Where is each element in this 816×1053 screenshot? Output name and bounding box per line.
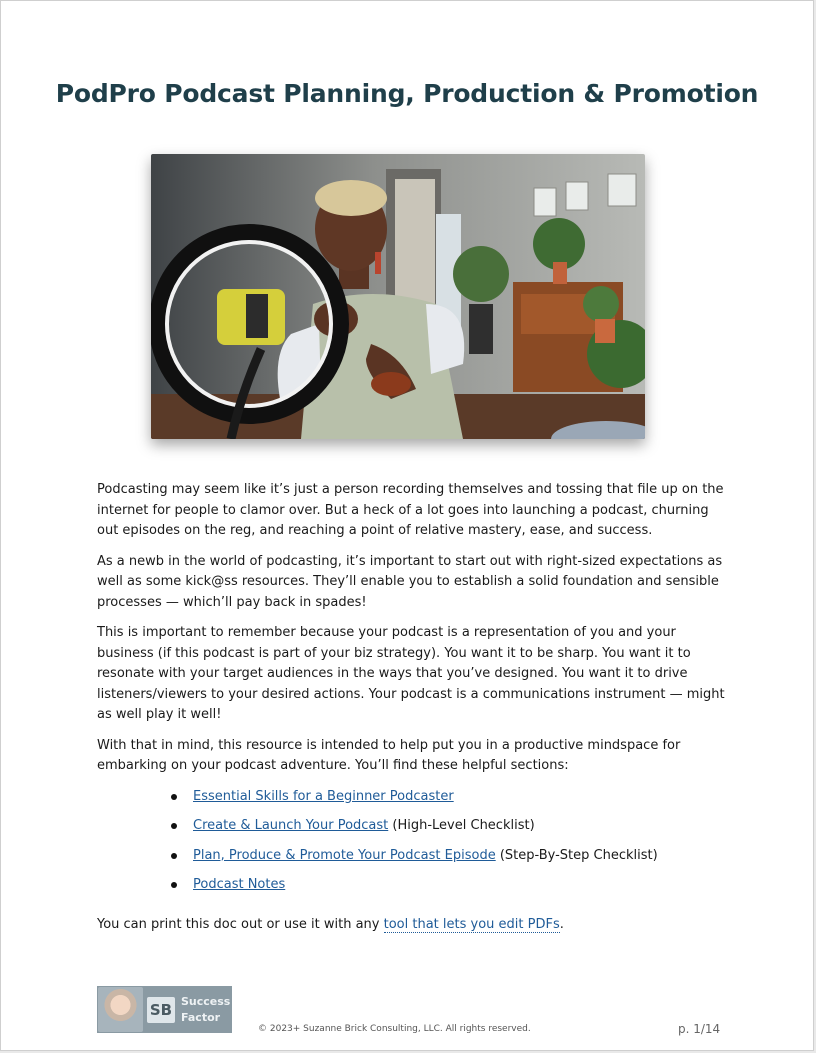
hero-image [151,154,645,439]
importance-paragraph: This is important to remember because your podcast is a representation of you and your business (if this podcast is part of your biz strategy). You want it to be sharp. You want it to resonate with your target audiences in the ways that you’ve designed. You want it to drive listeners/viewers to your desired actions. Your podcast is a communications instrument — might as well play it well! [97,625,725,722]
newb-paragraph: As a newb in the world of podcasting, it’s important to start out with right-sized expectations as well as some kick@ss resources. They’ll enable you to establish a solid foundation and sensible processes — which’ll pay back in spades! [97,553,723,610]
closing-period: . [559,916,564,932]
page-title: PodPro Podcast Planning, Production & Promotion [55,79,759,108]
logo-line-2: Factor [181,1010,221,1024]
copyright-notice: © 2023+ Suzanne Brick Consulting, LLC. All rights reserved. [258,1024,531,1034]
intro-paragraph: Podcasting may seem like it’s just a person recording themselves and tossing that file up on the internet for people to clamor over. But a heck of a lot goes into launching a podcast, churning out episodes on the reg, and reaching a point of relative mastery, ease, and success. [97,482,724,538]
logo-initials: SB [147,997,175,1023]
list-item [97,846,725,876]
list-item-suffix: (High-Level Checklist) [388,818,535,833]
plan-produce-promote-link[interactable]: Plan, Produce & Promote Your Podcast Episode [193,847,496,863]
body-content [97,480,725,945]
author-avatar [98,987,143,1032]
list-item [97,816,725,846]
page-number: p. 1/14 [678,1022,721,1036]
closing-paragraph [97,915,725,936]
closing-text: You can print this doc out or use it with any [97,916,384,932]
bullet-icon [171,823,177,829]
logo-wordmark [181,994,230,1026]
success-factor-logo [97,986,232,1033]
list-item [97,875,725,905]
list-item [97,787,725,817]
list-item-suffix: (Step-By-Step Checklist) [495,847,658,863]
essential-skills-link[interactable]: Essential Skills for a Beginner Podcaster [193,788,454,804]
sections-list [97,787,725,905]
bullet-icon [171,882,177,888]
bullet-icon [171,794,177,800]
sections-intro-paragraph: With that in mind, this resource is intended to help put you in a productive mindspace for embarking on your podcast adventure. You’ll find these helpful sections: [97,737,681,773]
logo-line-1: Success [181,994,231,1008]
podcast-notes-link[interactable]: Podcast Notes [193,877,286,892]
create-launch-link[interactable]: Create & Launch Your Podcast [193,818,389,833]
bullet-icon [171,853,177,859]
edit-pdf-tool-link[interactable]: tool that lets you edit PDFs [383,916,560,932]
